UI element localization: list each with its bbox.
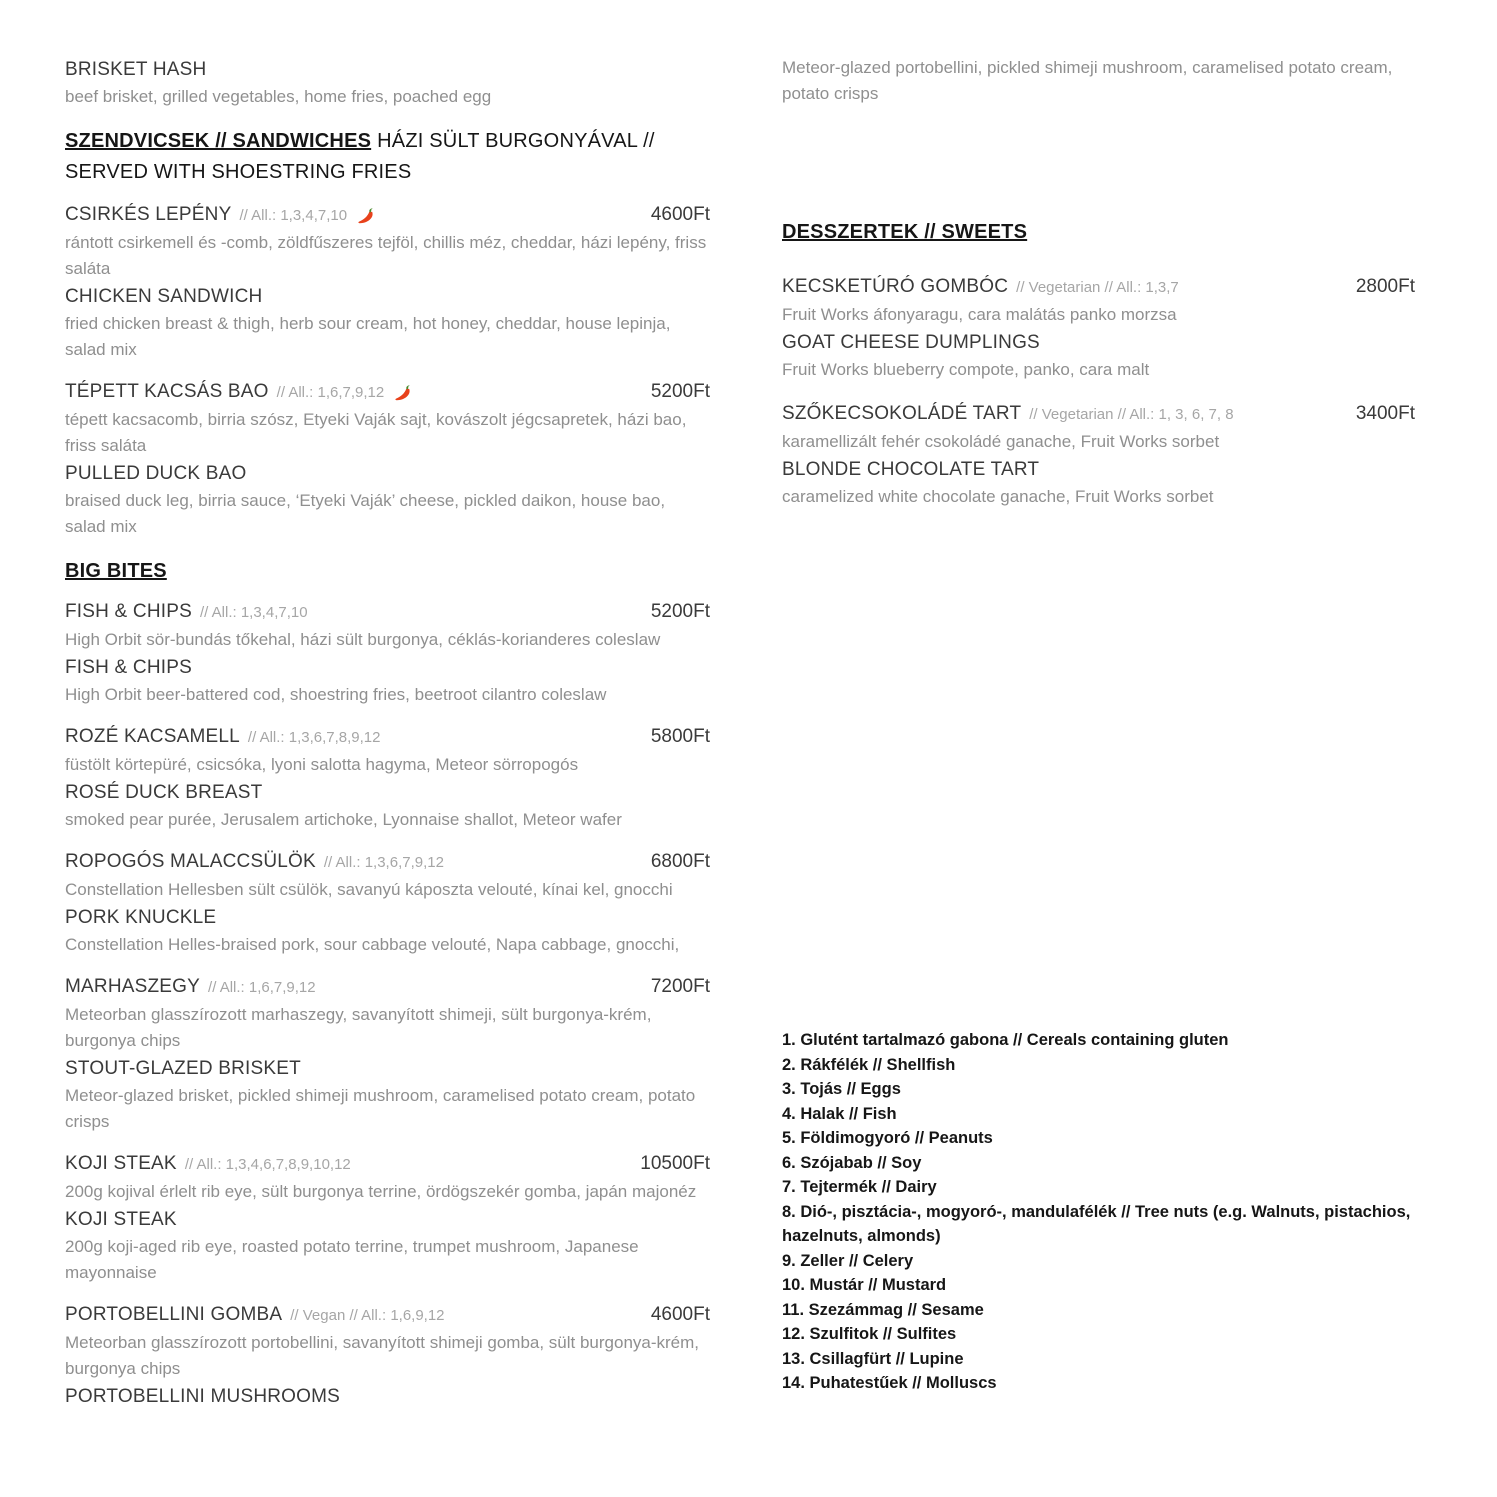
dish-name-hu: FISH & CHIPS xyxy=(65,601,192,622)
menu-item-koji-steak xyxy=(65,1149,710,1286)
dish-header xyxy=(65,200,710,230)
dish-name-hu: MARHASZEGY xyxy=(65,976,201,997)
dish-header xyxy=(65,972,710,1002)
dish-description-en: beef brisket, grilled vegetables, home fries, poached egg xyxy=(65,87,492,106)
allergen-legend-item: 1. Glutént tartalmazó gabona // Cereals containing gluten xyxy=(782,1031,1229,1049)
allergen-legend-item: 4. Halak // Fish xyxy=(782,1104,897,1123)
dish-name-en: GOAT CHEESE DUMPLINGS xyxy=(782,332,1040,353)
dish-price: 7200Ft xyxy=(650,976,710,997)
allergen-legend xyxy=(782,1028,1415,1396)
dish-price: 4600Ft xyxy=(650,204,710,225)
dish-name-hu: PORTOBELLINI GOMBA xyxy=(65,1304,283,1325)
dish-description-hu: karamellizált fehér csokoládé ganache, Fruit Works sorbet xyxy=(782,432,1220,451)
section-heading-title: BIG BITES xyxy=(65,560,167,582)
dish-allergen-info: // All.: 1,3,4,7,10 xyxy=(199,604,308,621)
dish-allergen-info: // All.: 1,3,6,7,9,12 xyxy=(323,854,444,871)
dish-description-hu: 200g kojival érlelt rib eye, sült burgonya terrine, ördögszekér gomba, japán majonéz xyxy=(65,1182,697,1201)
dish-allergen-info: // Vegetarian // All.: 1, 3, 6, 7, 8 xyxy=(1029,406,1234,423)
dish-description-en: Constellation Helles-braised pork, sour cabbage velouté, Napa cabbage, gnocchi, xyxy=(65,935,680,954)
dish-price: 3400Ft xyxy=(1355,403,1415,424)
dish-description-hu: füstölt körtepüré, csicsóka, lyoni salotta hagyma, Meteor sörropogós xyxy=(65,755,579,774)
dish-description-hu: Constellation Hellesben sült csülök, savanyú káposzta velouté, kínai kel, gnocchi xyxy=(65,880,673,899)
dish-header xyxy=(65,722,710,752)
dish-name-hu: KECSKETÚRÓ GOMBÓC xyxy=(782,276,1009,297)
menu-column-right xyxy=(782,55,1415,1497)
menu-item-marhaszegy xyxy=(65,972,710,1135)
section-heading-note: HÁZI SÜLT BURGONYÁVAL // SERVED WITH SHOESTRING FRIES xyxy=(65,130,655,183)
dish-name-en: PULLED DUCK BAO xyxy=(65,463,247,484)
section-heading-desserts xyxy=(782,217,1415,248)
dish-allergen-info: // All.: 1,3,4,7,10 xyxy=(239,207,348,224)
dish-description-en: Meteor-glazed brisket, pickled shimeji mushroom, caramelised potato cream, potato crisps xyxy=(65,1086,696,1131)
dish-name-en: BRISKET HASH xyxy=(65,59,207,80)
allergen-legend-item: 11. Szezámmag // Sesame xyxy=(782,1300,984,1319)
dish-name-en: PORTOBELLINI MUSHROOMS xyxy=(65,1386,341,1407)
menu-item-tepett-kacsas-bao xyxy=(65,377,710,540)
dish-price: 6800Ft xyxy=(650,851,710,872)
allergen-legend-item: 5. Földimogyoró // Peanuts xyxy=(782,1129,993,1147)
dish-price: 2800Ft xyxy=(1355,276,1415,297)
dish-name-hu: ROPOGÓS MALACCSÜLÖK xyxy=(65,851,316,872)
allergen-legend-item: 14. Puhatestűek // Molluscs xyxy=(782,1374,997,1392)
dish-allergen-info: // All.: 1,6,7,9,12 xyxy=(208,979,316,996)
dish-price: 5200Ft xyxy=(650,381,710,402)
dish-name-en: BLONDE CHOCOLATE TART xyxy=(782,459,1040,480)
allergen-legend-item: 6. Szójabab // Soy xyxy=(782,1153,922,1172)
menu-item-kecsketuro-gomboc xyxy=(782,272,1415,383)
dish-price: 4600Ft xyxy=(650,1304,710,1325)
dish-name-en: PORK KNUCKLE xyxy=(65,907,217,928)
dish-allergen-info: // Vegetarian // All.: 1,3,7 xyxy=(1016,279,1179,296)
dish-header xyxy=(65,1149,710,1179)
section-heading-sandwiches xyxy=(65,126,710,188)
allergen-legend-item: 2. Rákfélék // Shellfish xyxy=(782,1055,956,1074)
dish-description-en: caramelized white chocolate ganache, Fruit Works sorbet xyxy=(782,487,1214,506)
dish-header xyxy=(65,1300,710,1330)
dish-allergen-info: // Vegan // All.: 1,6,9,12 xyxy=(290,1307,445,1324)
menu-item-szokecsokolade-tart xyxy=(782,399,1415,510)
dish-description-hu: High Orbit sör-bundás tőkehal, házi sült burgonya, céklás-korianderes coleslaw xyxy=(65,630,661,649)
dish-name-en: CHICKEN SANDWICH xyxy=(65,286,263,307)
section-heading-big-bites xyxy=(65,556,710,587)
menu-item-csirkes-lepeny xyxy=(65,200,710,363)
dish-price: 10500Ft xyxy=(640,1153,710,1174)
dish-header xyxy=(65,847,710,877)
allergen-legend-item: 13. Csillagfürt // Lupine xyxy=(782,1349,964,1368)
dish-description-en: 200g koji-aged rib eye, roasted potato terrine, trumpet mushroom, Japanese mayonnaise xyxy=(65,1237,639,1282)
menu-item-roze-kacsamell xyxy=(65,722,710,833)
dish-name-hu: CSIRKÉS LEPÉNY xyxy=(65,204,232,225)
menu-item-fish-and-chips xyxy=(65,597,710,708)
section-heading-title: DESSZERTEK // SWEETS xyxy=(782,221,1028,243)
dish-description-hu: rántott csirkemell és -comb, zöldfűszeres tejföl, chillis méz, cheddar, házi lepény, friss saláta xyxy=(65,233,707,278)
dish-price: 5200Ft xyxy=(650,601,710,622)
menu-item-portobellini-gomba xyxy=(65,1300,710,1411)
dish-description-en: braised duck leg, birria sauce, ‘Etyeki Vaják’ cheese, pickled daikon, house bao, salad mix xyxy=(65,491,666,536)
dish-description-en: smoked pear purée, Jerusalem artichoke, Lyonnaise shallot, Meteor wafer xyxy=(65,810,622,829)
allergen-legend-item: 12. Szulfitok // Sulfites xyxy=(782,1325,957,1343)
allergen-legend-item: 7. Tejtermék // Dairy xyxy=(782,1178,937,1196)
dish-allergen-info: // All.: 1,3,6,7,8,9,12 xyxy=(247,729,381,746)
dish-description-en: fried chicken breast & thigh, herb sour cream, hot honey, cheddar, house lepinja, salad mix xyxy=(65,314,671,359)
dish-header xyxy=(65,597,710,627)
dish-description-en: Fruit Works blueberry compote, panko, cara malt xyxy=(782,360,1150,379)
dish-name-en: FISH & CHIPS xyxy=(65,657,192,678)
chili-icon xyxy=(392,382,414,404)
section-heading-title: SZENDVICSEK // SANDWICHES xyxy=(65,130,372,152)
dish-name-hu: SZŐKECSOKOLÁDÉ TART xyxy=(782,403,1022,424)
allergen-legend-item: 9. Zeller // Celery xyxy=(782,1251,914,1270)
menu-column-left xyxy=(65,55,710,1497)
dish-name-hu: KOJI STEAK xyxy=(65,1153,177,1174)
dish-header xyxy=(782,399,1415,429)
dish-description-en-continued: Meteor-glazed portobellini, pickled shimeji mushroom, caramelised potato cream, potato crisps xyxy=(782,58,1393,103)
dish-description-hu: tépett kacsacomb, birria szósz, Etyeki Vaják sajt, kovászolt jégcsapretek, házi bao, friss saláta xyxy=(65,410,687,455)
dish-allergen-info: // All.: 1,6,7,9,12 xyxy=(276,384,385,401)
allergen-legend-item: 10. Mustár // Mustard xyxy=(782,1276,947,1294)
dish-name-hu: ROZÉ KACSAMELL xyxy=(65,726,240,747)
allergen-legend-item: 3. Tojás // Eggs xyxy=(782,1080,901,1098)
allergen-legend-item: 8. Dió-, pisztácia-, mogyoró-, mandulafélék // Tree nuts (e.g. Walnuts, pistachios, hazelnuts, almonds) xyxy=(782,1202,1411,1245)
menu-item-brisket-hash xyxy=(65,55,710,110)
chili-icon xyxy=(355,205,377,227)
dish-name-en: KOJI STEAK xyxy=(65,1209,177,1230)
dish-header xyxy=(782,272,1415,302)
dish-header xyxy=(65,377,710,407)
dish-description-hu: Meteorban glasszírozott portobellini, savanyított shimeji gomba, sült burgonya-krém, burgonya chips xyxy=(65,1333,700,1378)
dish-name-en: ROSÉ DUCK BREAST xyxy=(65,782,263,803)
dish-name-en: STOUT-GLAZED BRISKET xyxy=(65,1058,301,1079)
dish-description-en: High Orbit beer-battered cod, shoestring fries, beetroot cilantro coleslaw xyxy=(65,685,607,704)
dish-name-hu: TÉPETT KACSÁS BAO xyxy=(65,381,269,402)
menu-item-ropogos-malaccsulok xyxy=(65,847,710,958)
dish-price: 5800Ft xyxy=(650,726,710,747)
dish-allergen-info: // All.: 1,3,4,6,7,8,9,10,12 xyxy=(184,1156,351,1173)
dish-description-hu: Fruit Works áfonyaragu, cara malátás panko morzsa xyxy=(782,305,1177,324)
dish-description-hu: Meteorban glasszírozott marhaszegy, savanyított shimeji, sült burgonya-krém, burgonya chips xyxy=(65,1005,652,1050)
